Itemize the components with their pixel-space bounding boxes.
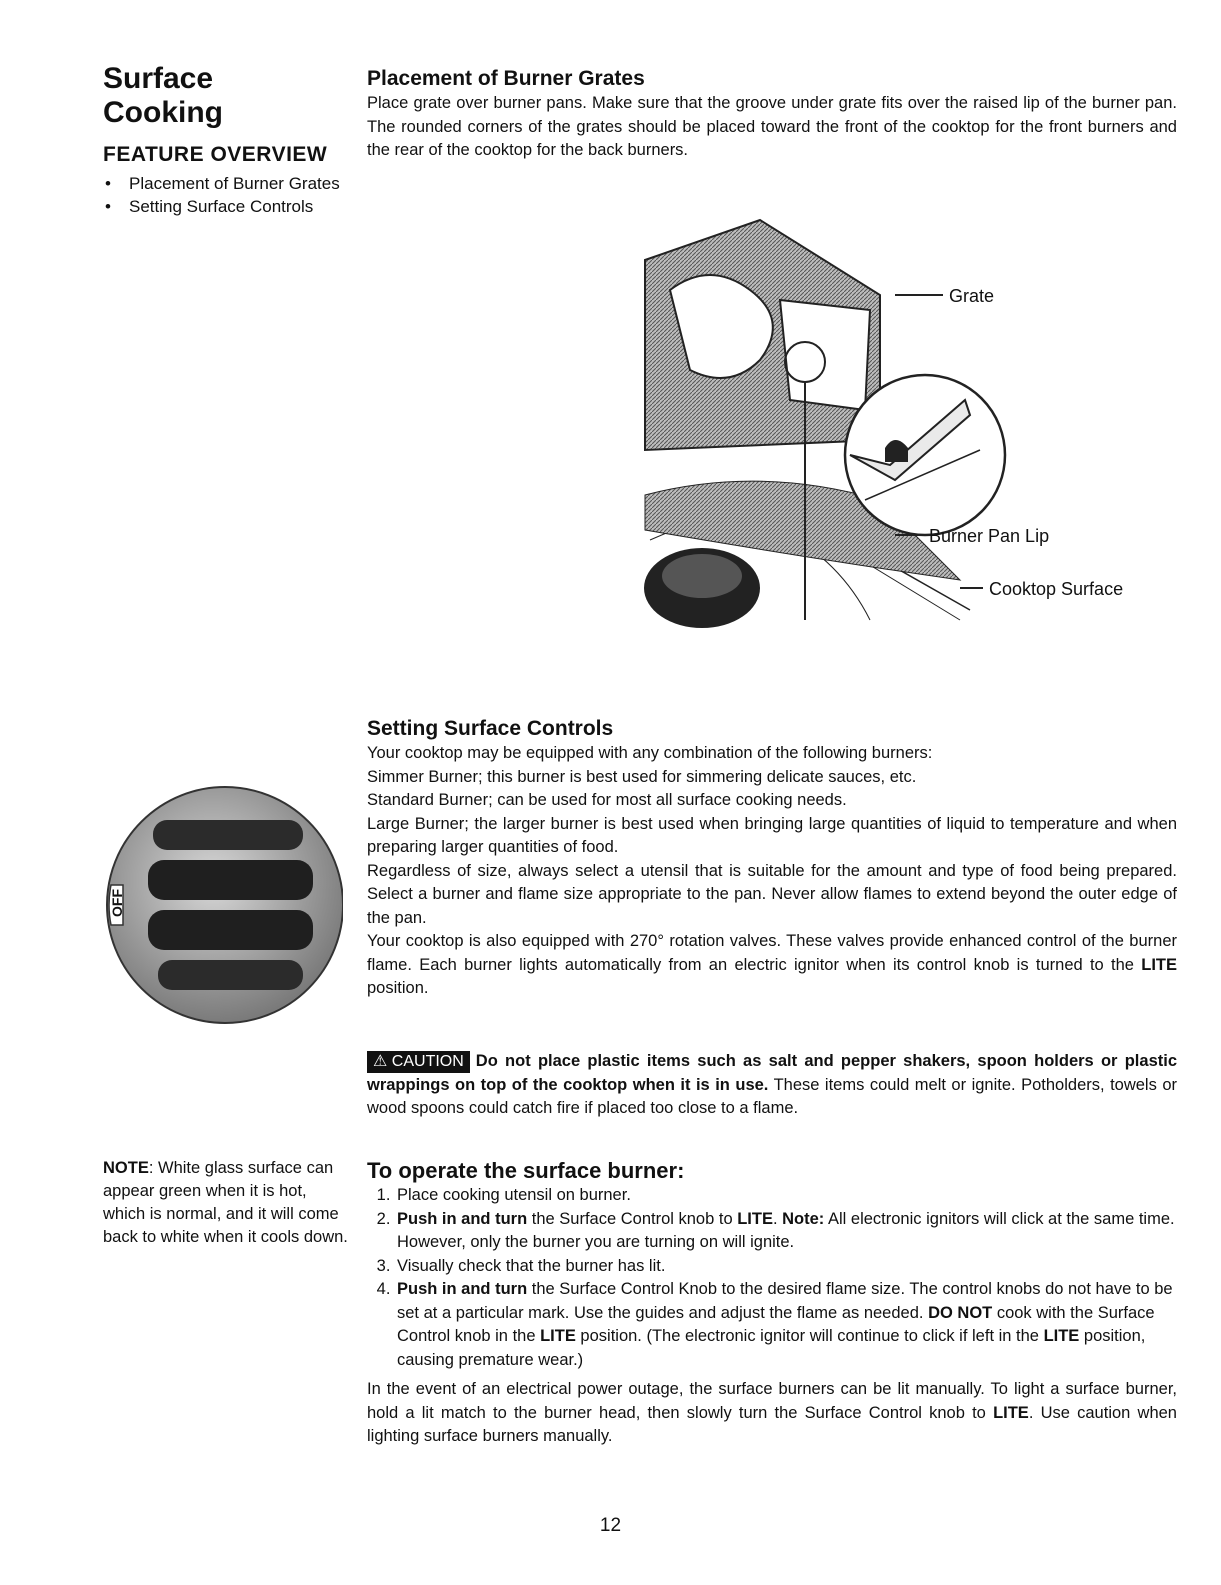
setting-heading: Setting Surface Controls xyxy=(367,717,614,740)
operate-section xyxy=(367,1158,1177,1449)
caution-bold-text: Do not place plastic items such as salt and pepper shakers, spoon holders or plastic wrappings on top of the cooktop when it is in use. xyxy=(367,1052,1177,1094)
list-item: 3. Visually check that the burner has lit. xyxy=(395,1255,1177,1279)
grate-illustration xyxy=(640,200,1140,650)
simmer-burner-text: Simmer Burner; this burner is best used for simmering delicate sauces, etc. xyxy=(367,767,917,786)
standard-burner-text: Standard Burner; can be used for most all surface cooking needs. xyxy=(367,791,847,809)
feature-overview-list xyxy=(103,172,343,218)
operate-heading: To operate the surface burner: xyxy=(367,1158,685,1183)
rotation-valves-text: Your cooktop is also equipped with 270° rotation valves. These valves provide enhanced control of the burner flame. Each burner lights automatically from an electric ignitor when its control knob is turned to the LITE position. xyxy=(367,932,1177,997)
caution-block xyxy=(367,1050,1177,1121)
power-outage-text: In the event of an electrical power outage, the surface burners can be lit manually. To light a surface burner, hold a lit match to the burner head, then slowly turn the Surface Control knob to LITE. Use caution when lighting surface burners manually. xyxy=(367,1380,1177,1445)
list-item: • Setting Surface Controls xyxy=(103,195,343,218)
section-title-line1: Surface xyxy=(103,62,214,95)
list-item: • Placement of Burner Grates xyxy=(103,172,343,195)
caution-text: ⚠ CAUTION Do not place plastic items such as salt and pepper shakers, spoon holders or plastic wrappings on top of the cooktop when it is in use. These items could melt or ignite. Potholders, towels or wood spoons could catch fire if placed too close to a flame. xyxy=(367,1052,1177,1117)
feature-overview-heading: FEATURE OVERVIEW xyxy=(103,143,328,166)
operate-steps xyxy=(367,1184,1177,1372)
list-item: 4. Push in and turn the Surface Control Knob to the desired flame size. The control knobs do not have to be set at a particular mark. Use the guides and adjust the flame as needed. DO NOT cook with the Surface Control knob in the LITE position. (The electronic ignitor will continue to click if left in the LITE position, causing premature wear.) xyxy=(395,1278,1177,1372)
list-item: 2. Push in and turn the Surface Control knob to LITE. Note: All electronic ignitors will click at the same time. However, only the burner you are turning on will ignite. xyxy=(395,1208,1177,1255)
placement-section xyxy=(367,66,1177,163)
setting-section xyxy=(367,716,1177,1001)
burner-grate-diagram xyxy=(640,200,1140,650)
caution-badge: ⚠ CAUTION xyxy=(367,1051,470,1073)
label-cooktop-surface: Cooktop Surface xyxy=(989,579,1124,599)
large-burner-text: Large Burner; the larger burner is best used when bringing large quantities of liquid to temperature and when preparing larger quantities of food. xyxy=(367,814,1177,856)
control-knob-illustration xyxy=(103,780,343,1030)
label-burner-pan-lip: Burner Pan Lip xyxy=(929,526,1050,546)
label-grate: Grate xyxy=(949,286,995,306)
page-number: 12 xyxy=(599,1515,622,1536)
list-item: 1. Place cooking utensil on burner. xyxy=(395,1184,1177,1208)
section-title xyxy=(103,62,223,130)
warning-triangle-icon: ⚠ xyxy=(373,1053,388,1070)
placement-body: Place grate over burner pans. Make sure that the groove under grate fits over the raised lip of the burner pan. The rounded corners of the grates should be placed toward the front of the cooktop for the front burners and the rear of the cooktop for the back burners. xyxy=(367,94,1177,159)
section-title-line2: Cooking xyxy=(103,96,223,129)
note-text: NOTE: White glass surface can appear green when it is hot, which is normal, and it will come back to white when it cools down. xyxy=(103,1159,348,1246)
placement-heading: Placement of Burner Grates xyxy=(367,67,645,90)
knob-off-label: OFF xyxy=(109,889,125,917)
setting-paragraph: Your cooktop may be equipped with any combination of the following burners: xyxy=(367,744,933,762)
utensil-guidance-text: Regardless of size, always select a utensil that is suitable for the amount and type of food being prepared. Select a burner and flame size appropriate to the pan. Never allow flames to extend beyond the outer edge of the pan. xyxy=(367,861,1177,927)
